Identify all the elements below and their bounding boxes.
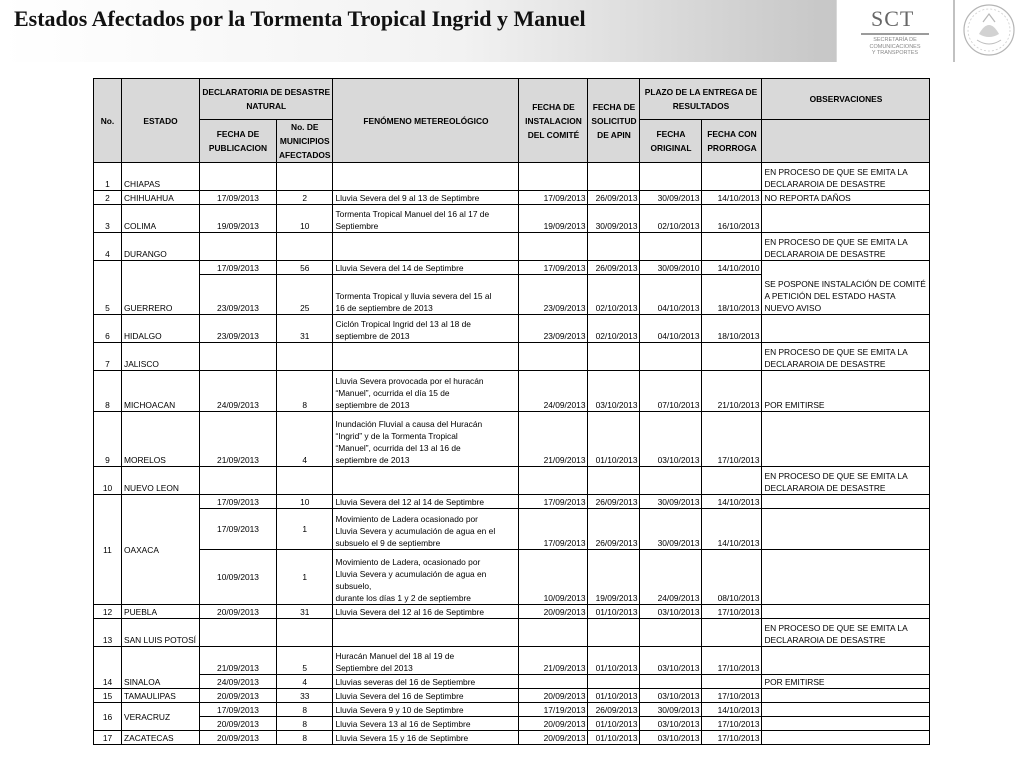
- cell-observaciones: [762, 343, 930, 371]
- cell-observaciones: POR EMITIRSE: [762, 371, 930, 412]
- disaster-table: [93, 78, 930, 745]
- cell-fecha-publicacion: 17/09/2013: [200, 703, 277, 717]
- cell-fecha-publicacion: 24/09/2013: [200, 675, 277, 689]
- cell-estado: SINALOA: [122, 647, 200, 689]
- cell-fenomeno: [333, 509, 519, 550]
- cell-fecha-instalacion: 23/09/2013: [519, 315, 588, 343]
- obs-line: DECLARAROIA DE DESASTRE: [764, 635, 886, 645]
- cell-fecha-publicacion: 20/09/2013: [200, 689, 277, 703]
- cell-municipios: 5: [277, 647, 333, 675]
- cell-municipios: 8: [277, 371, 333, 412]
- cell-fenomeno: Lluvia Severa del 9 al 13 de Septimbre: [333, 191, 519, 205]
- fen-line: Septiembre: [335, 221, 379, 231]
- cell-fenomeno: Lluvias severas del 16 de Septiembre: [333, 675, 519, 689]
- obs-line: DECLARAROIA DE DESASTRE: [764, 483, 886, 493]
- cell-fecha-solicitud: 19/09/2013: [588, 550, 640, 605]
- cell-fenomeno: Lluvia Severa del 16 de Septimbre: [333, 689, 519, 703]
- slide-header: [0, 0, 1024, 62]
- cell-fecha-instalacion: 24/09/2013: [519, 371, 588, 412]
- cell-fecha-original: 30/09/2013: [640, 703, 702, 717]
- cell-estado: OAXACA: [122, 495, 200, 605]
- cell-empty: [277, 233, 333, 261]
- cell-empty: [519, 675, 588, 689]
- logo-text: SCT: [871, 6, 915, 31]
- cell-fecha-solicitud: 26/09/2013: [588, 495, 640, 509]
- table-row: [94, 261, 930, 275]
- fen-line: Ciclón Tropical Ingrid del 13 al 18 de: [335, 319, 471, 329]
- table-row: [94, 550, 930, 605]
- cell-empty: [200, 467, 277, 495]
- cell-empty: [762, 731, 930, 745]
- cell-fecha-publicacion: 21/09/2013: [200, 647, 277, 675]
- cell-fecha-instalacion: 17/09/2013: [519, 261, 588, 275]
- table-row: [94, 205, 930, 233]
- cell-municipios: 10: [277, 495, 333, 509]
- cell-fecha-original: 03/10/2013: [640, 731, 702, 745]
- cell-fecha-prorroga: 17/10/2013: [702, 717, 762, 731]
- cell-fecha-instalacion: 21/09/2013: [519, 412, 588, 467]
- cell-fecha-original: 03/10/2013: [640, 647, 702, 675]
- cell-estado: DURANGO: [122, 233, 200, 261]
- obs-line: EN PROCESO DE QUE SE EMITA LA: [764, 623, 908, 633]
- cell-empty: [519, 163, 588, 191]
- cell-fecha-publicacion: 23/09/2013: [200, 275, 277, 315]
- header-fecha-original: FECHA ORIGINAL: [640, 120, 702, 163]
- cell-municipios: 4: [277, 675, 333, 689]
- cell-fecha-original: 03/10/2013: [640, 717, 702, 731]
- cell-municipios: 1: [277, 509, 333, 550]
- logo-subtitle: [849, 37, 941, 57]
- cell-fecha-solicitud: 02/10/2013: [588, 275, 640, 315]
- cell-empty: [702, 675, 762, 689]
- cell-empty: [277, 163, 333, 191]
- cell-empty: [588, 675, 640, 689]
- cell-empty: [519, 619, 588, 647]
- table-row: [94, 619, 930, 647]
- cell-empty: [702, 233, 762, 261]
- obs-line: EN PROCESO DE QUE SE EMITA LA: [764, 471, 908, 481]
- header-observaciones-empty: [762, 120, 930, 163]
- cell-empty: [333, 233, 519, 261]
- fen-line: Lluvia Severa provocada por el huracán: [335, 376, 484, 386]
- cell-fenomeno: Lluvia Severa 13 al 16 de Septimbre: [333, 717, 519, 731]
- cell-municipios: 10: [277, 205, 333, 233]
- cell-observaciones: NO REPORTA DAÑOS: [762, 191, 930, 205]
- cell-fecha-instalacion: 20/09/2013: [519, 717, 588, 731]
- cell-empty: [333, 163, 519, 191]
- cell-empty: [702, 343, 762, 371]
- cell-observaciones: [762, 233, 930, 261]
- cell-empty: [702, 619, 762, 647]
- table-row: [94, 717, 930, 731]
- header-fecha-solicitud: FECHA DE SOLICITUD DE APIN: [588, 79, 640, 163]
- cell-fecha-original: 04/10/2013: [640, 315, 702, 343]
- header-municipios: No. DE MUNICIPIOS AFECTADOS: [277, 120, 333, 163]
- fen-line: subsuelo el 9 de septiembre: [335, 538, 441, 548]
- cell-fenomeno: Lluvia Severa del 14 de Septimbre: [333, 261, 519, 275]
- cell-empty: [762, 495, 930, 509]
- cell-fecha-solicitud: 26/09/2013: [588, 191, 640, 205]
- cell-fecha-instalacion: 20/09/2013: [519, 689, 588, 703]
- cell-fecha-original: 24/09/2013: [640, 550, 702, 605]
- fen-line: Movimiento de Ladera, ocasionado por: [335, 557, 481, 567]
- table-row: [94, 605, 930, 619]
- cell-fenomeno: Lluvia Severa 9 y 10 de Septimbre: [333, 703, 519, 717]
- cell-fecha-publicacion: 19/09/2013: [200, 205, 277, 233]
- table-row: [94, 233, 930, 261]
- obs-line: EN PROCESO DE QUE SE EMITA LA: [764, 167, 908, 177]
- fen-line: subsuelo,: [335, 581, 372, 591]
- cell-fecha-prorroga: 14/10/2013: [702, 495, 762, 509]
- cell-empty: [519, 467, 588, 495]
- cell-observaciones: [762, 163, 930, 191]
- cell-empty: [277, 343, 333, 371]
- cell-empty: [762, 647, 930, 675]
- cell-empty: [200, 163, 277, 191]
- cell-fecha-publicacion: 17/09/2013: [200, 261, 277, 275]
- cell-fecha-instalacion: 17/09/2013: [519, 509, 588, 550]
- cell-estado: PUEBLA: [122, 605, 200, 619]
- cell-fecha-publicacion: 20/09/2013: [200, 605, 277, 619]
- cell-fenomeno: Lluvia Severa del 12 al 14 de Septimbre: [333, 495, 519, 509]
- cell-estado: TAMAULIPAS: [122, 689, 200, 703]
- table-row: [94, 315, 930, 343]
- cell-no: 12: [94, 605, 122, 619]
- cell-empty: [702, 467, 762, 495]
- table-row: [94, 509, 930, 550]
- cell-observaciones: POR EMITIRSE: [762, 675, 930, 689]
- cell-empty: [640, 619, 702, 647]
- cell-empty: [762, 689, 930, 703]
- fen-line: durante los días 1 y 2 de septiembre: [335, 593, 471, 603]
- cell-municipios: 56: [277, 261, 333, 275]
- table-row: [94, 703, 930, 717]
- cell-fecha-prorroga: 17/10/2013: [702, 412, 762, 467]
- cell-fecha-solicitud: 26/09/2013: [588, 509, 640, 550]
- cell-fecha-solicitud: 26/09/2013: [588, 703, 640, 717]
- cell-empty: [200, 233, 277, 261]
- fen-line: septiembre de 2013: [335, 455, 410, 465]
- cell-municipios: 1: [277, 550, 333, 605]
- header-fenomeno: FENÓMENO METEREOLÓGICO: [333, 79, 519, 163]
- cell-empty: [762, 205, 930, 233]
- cell-estado: SAN LUIS POTOSÍ: [122, 619, 200, 647]
- cell-no: 11: [94, 495, 122, 605]
- obs-line: A PETICIÓN DEL ESTADO HASTA: [764, 291, 896, 301]
- cell-fecha-prorroga: 18/10/2013: [702, 275, 762, 315]
- cell-fecha-prorroga: 18/10/2013: [702, 315, 762, 343]
- cell-observaciones: [762, 261, 930, 315]
- cell-fecha-original: 04/10/2013: [640, 275, 702, 315]
- obs-line: SE POSPONE INSTALACIÓN DE COMITÉ: [764, 279, 926, 289]
- cell-empty: [277, 467, 333, 495]
- fen-line: “Manuel”, ocurrida el día 15 de: [335, 388, 450, 398]
- cell-no: 1: [94, 163, 122, 191]
- fen-line: 16 de septiembre de 2013: [335, 303, 433, 313]
- cell-estado: GUERRERO: [122, 261, 200, 315]
- cell-municipios: 8: [277, 703, 333, 717]
- cell-municipios: 2: [277, 191, 333, 205]
- cell-fecha-publicacion: 20/09/2013: [200, 717, 277, 731]
- cell-fenomeno: [333, 647, 519, 675]
- header-observaciones: OBSERVACIONES: [762, 79, 930, 120]
- cell-fenomeno: [333, 550, 519, 605]
- obs-line: EN PROCESO DE QUE SE EMITA LA: [764, 347, 908, 357]
- national-seal-icon: [955, 0, 1024, 62]
- cell-fecha-prorroga: 17/10/2013: [702, 605, 762, 619]
- cell-fecha-publicacion: 20/09/2013: [200, 731, 277, 745]
- cell-fecha-prorroga: 14/10/2013: [702, 703, 762, 717]
- cell-fenomeno: Lluvia Severa 15 y 16 de Septimbre: [333, 731, 519, 745]
- cell-fecha-original: 02/10/2013: [640, 205, 702, 233]
- obs-line: EN PROCESO DE QUE SE EMITA LA: [764, 237, 908, 247]
- cell-fecha-solicitud: 03/10/2013: [588, 371, 640, 412]
- cell-empty: [588, 619, 640, 647]
- cell-no: 8: [94, 371, 122, 412]
- cell-fecha-original: 03/10/2013: [640, 689, 702, 703]
- cell-fecha-prorroga: 17/10/2013: [702, 689, 762, 703]
- cell-empty: [333, 619, 519, 647]
- table-row: [94, 371, 930, 412]
- cell-no: 10: [94, 467, 122, 495]
- fen-line: Lluvia Severa y acumulación de agua en: [335, 569, 487, 579]
- cell-empty: [200, 343, 277, 371]
- cell-no: 13: [94, 619, 122, 647]
- cell-fecha-solicitud: 01/10/2013: [588, 689, 640, 703]
- header-plazo: PLAZO DE LA ENTREGA DE RESULTADOS: [640, 79, 762, 120]
- fen-line: “Manuel”, ocurrida del 13 al 16 de: [335, 443, 461, 453]
- header-declaratoria: DECLARATORIA DE DESASTRE NATURAL: [200, 79, 333, 120]
- cell-no: 6: [94, 315, 122, 343]
- cell-fecha-prorroga: 08/10/2013: [702, 550, 762, 605]
- cell-fecha-instalacion: 17/19/2013: [519, 703, 588, 717]
- cell-fecha-solicitud: 01/10/2013: [588, 647, 640, 675]
- cell-fecha-solicitud: 02/10/2013: [588, 315, 640, 343]
- logo-sub-line: Y TRANSPORTES: [871, 50, 919, 56]
- cell-empty: [588, 233, 640, 261]
- cell-fecha-original: 30/09/2013: [640, 191, 702, 205]
- cell-fecha-publicacion: 17/09/2013: [200, 509, 277, 550]
- cell-municipios: 31: [277, 605, 333, 619]
- logo-divider: [861, 33, 929, 35]
- cell-fecha-solicitud: 01/10/2013: [588, 605, 640, 619]
- cell-municipios: 25: [277, 275, 333, 315]
- table-row: [94, 647, 930, 675]
- cell-fecha-solicitud: 01/10/2013: [588, 717, 640, 731]
- obs-line: DECLARAROIA DE DESASTRE: [764, 249, 886, 259]
- cell-fecha-prorroga: 17/10/2013: [702, 731, 762, 745]
- cell-no: 2: [94, 191, 122, 205]
- cell-no: 3: [94, 205, 122, 233]
- header-fecha-instalacion: FECHA DE INSTALACION DEL COMITÉ: [519, 79, 588, 163]
- table-row: [94, 495, 930, 509]
- cell-estado: MICHOACAN: [122, 371, 200, 412]
- cell-fecha-solicitud: 01/10/2013: [588, 412, 640, 467]
- table-row: [94, 163, 930, 191]
- cell-estado: HIDALGO: [122, 315, 200, 343]
- fen-line: Septiembre del 2013: [335, 663, 413, 673]
- cell-fecha-instalacion: 19/09/2013: [519, 205, 588, 233]
- fen-line: Tormenta Tropical Manuel del 16 al 17 de: [335, 209, 490, 219]
- cell-municipios: 4: [277, 412, 333, 467]
- cell-empty: [200, 619, 277, 647]
- fen-line: septiembre de 2013: [335, 400, 410, 410]
- cell-fecha-publicacion: 17/09/2013: [200, 495, 277, 509]
- cell-fecha-publicacion: 10/09/2013: [200, 550, 277, 605]
- cell-empty: [762, 315, 930, 343]
- fen-line: septiembre de 2013: [335, 331, 410, 341]
- table-row: [94, 731, 930, 745]
- cell-fenomeno: Lluvia Severa del 12 al 16 de Septimbre: [333, 605, 519, 619]
- cell-empty: [702, 163, 762, 191]
- cell-empty: [640, 233, 702, 261]
- cell-fenomeno: [333, 275, 519, 315]
- cell-fenomeno: [333, 315, 519, 343]
- header-estado: ESTADO: [122, 79, 200, 163]
- cell-no: 17: [94, 731, 122, 745]
- cell-estado: CHIHUAHUA: [122, 191, 200, 205]
- table-row: [94, 675, 930, 689]
- cell-fecha-instalacion: 10/09/2013: [519, 550, 588, 605]
- cell-fecha-prorroga: 14/10/2010: [702, 261, 762, 275]
- cell-empty: [762, 605, 930, 619]
- cell-empty: [588, 467, 640, 495]
- cell-empty: [640, 675, 702, 689]
- cell-observaciones: [762, 467, 930, 495]
- cell-empty: [762, 717, 930, 731]
- header-fecha-publicacion: FECHA DE PUBLICACION: [200, 120, 277, 163]
- cell-no: 15: [94, 689, 122, 703]
- cell-fenomeno: [333, 371, 519, 412]
- cell-empty: [519, 343, 588, 371]
- cell-fecha-original: 03/10/2013: [640, 605, 702, 619]
- cell-empty: [588, 343, 640, 371]
- logo-sub-line: SECRETARÍA DE: [873, 37, 917, 43]
- page-title: Estados Afectados por la Tormenta Tropical Ingrid y Manuel: [14, 6, 586, 31]
- cell-fecha-publicacion: 21/09/2013: [200, 412, 277, 467]
- obs-line: NUEVO AVISO: [764, 303, 822, 313]
- fen-line: Inundación Fluvial a causa del Huracán: [335, 419, 483, 429]
- cell-no: 16: [94, 703, 122, 731]
- cell-estado: JALISCO: [122, 343, 200, 371]
- cell-no: 14: [94, 647, 122, 689]
- cell-estado: NUEVO LEON: [122, 467, 200, 495]
- table-row: [94, 343, 930, 371]
- cell-fecha-prorroga: 17/10/2013: [702, 647, 762, 675]
- cell-fecha-original: 07/10/2013: [640, 371, 702, 412]
- cell-fecha-original: 30/09/2013: [640, 495, 702, 509]
- cell-fecha-publicacion: 17/09/2013: [200, 191, 277, 205]
- table-row: [94, 467, 930, 495]
- cell-municipios: 31: [277, 315, 333, 343]
- table-row: [94, 412, 930, 467]
- table-row: [94, 191, 930, 205]
- cell-fecha-publicacion: 23/09/2013: [200, 315, 277, 343]
- cell-no: 4: [94, 233, 122, 261]
- cell-empty: [333, 343, 519, 371]
- cell-empty: [640, 163, 702, 191]
- cell-fecha-solicitud: 26/09/2013: [588, 261, 640, 275]
- logo-sub-line: COMUNICACIONES: [869, 43, 921, 50]
- cell-fecha-original: 03/10/2013: [640, 412, 702, 467]
- fen-line: Movimiento de Ladera ocasionado por: [335, 514, 478, 524]
- cell-no: 9: [94, 412, 122, 467]
- cell-estado: VERACRUZ: [122, 703, 200, 731]
- cell-empty: [762, 703, 930, 717]
- cell-estado: COLIMA: [122, 205, 200, 233]
- cell-empty: [762, 550, 930, 605]
- cell-estado: ZACATECAS: [122, 731, 200, 745]
- cell-fecha-instalacion: 20/09/2013: [519, 605, 588, 619]
- cell-fecha-prorroga: 21/10/2013: [702, 371, 762, 412]
- cell-observaciones: [762, 619, 930, 647]
- cell-fecha-original: 30/09/2010: [640, 261, 702, 275]
- cell-no: 5: [94, 261, 122, 315]
- cell-empty: [519, 233, 588, 261]
- cell-estado: CHIAPAS: [122, 163, 200, 191]
- cell-empty: [640, 467, 702, 495]
- cell-fecha-instalacion: 23/09/2013: [519, 275, 588, 315]
- cell-fenomeno: [333, 412, 519, 467]
- fen-line: Huracán Manuel del 18 al 19 de: [335, 651, 455, 661]
- cell-fecha-prorroga: 14/10/2013: [702, 191, 762, 205]
- cell-fecha-solicitud: 01/10/2013: [588, 731, 640, 745]
- cell-fecha-instalacion: 21/09/2013: [519, 647, 588, 675]
- cell-fecha-original: 30/09/2013: [640, 509, 702, 550]
- cell-empty: [762, 509, 930, 550]
- cell-fecha-instalacion: 17/09/2013: [519, 495, 588, 509]
- fen-line: Tormenta Tropical y lluvia severa del 15 al: [335, 291, 492, 301]
- cell-fecha-prorroga: 16/10/2013: [702, 205, 762, 233]
- cell-empty: [277, 619, 333, 647]
- header-no: No.: [94, 79, 122, 163]
- cell-empty: [333, 467, 519, 495]
- cell-estado: MORELOS: [122, 412, 200, 467]
- cell-empty: [588, 163, 640, 191]
- cell-municipios: 8: [277, 717, 333, 731]
- header-fecha-prorroga: FECHA CON PRORROGA: [702, 120, 762, 163]
- cell-empty: [762, 412, 930, 467]
- sct-logo: [836, 0, 953, 62]
- fen-line: “Ingrid” y de la Tormenta Tropical: [335, 431, 458, 441]
- cell-no: 7: [94, 343, 122, 371]
- table-row: [94, 689, 930, 703]
- cell-fecha-publicacion: 24/09/2013: [200, 371, 277, 412]
- cell-municipios: 33: [277, 689, 333, 703]
- cell-fecha-instalacion: 17/09/2013: [519, 191, 588, 205]
- cell-municipios: 8: [277, 731, 333, 745]
- fen-line: Lluvia Severa y acumulación de agua en el: [335, 526, 496, 536]
- cell-empty: [640, 343, 702, 371]
- obs-line: DECLARAROIA DE DESASTRE: [764, 359, 886, 369]
- cell-fecha-solicitud: 30/09/2013: [588, 205, 640, 233]
- cell-fecha-instalacion: 20/09/2013: [519, 731, 588, 745]
- cell-fecha-prorroga: 14/10/2013: [702, 509, 762, 550]
- cell-fenomeno: [333, 205, 519, 233]
- obs-line: DECLARAROIA DE DESASTRE: [764, 179, 886, 189]
